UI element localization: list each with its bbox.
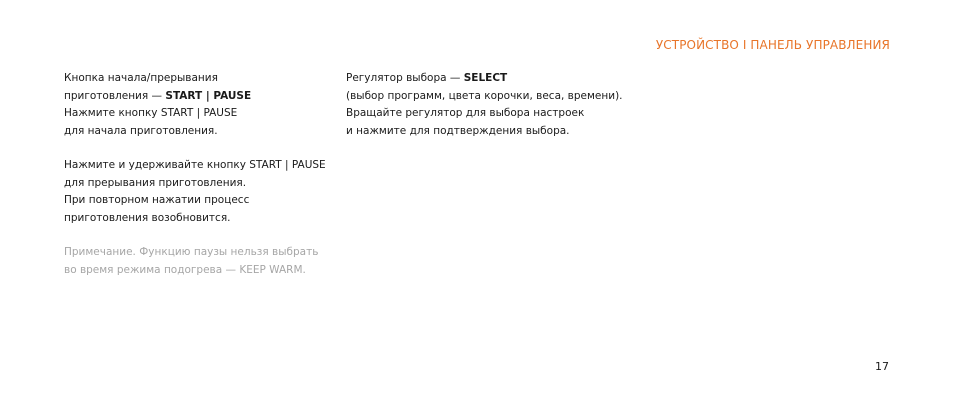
text-prefix: приготовления — bbox=[64, 89, 166, 102]
text-line bbox=[64, 88, 326, 106]
text-line: Нажмите и удерживайте кнопку START | PAUSE bbox=[64, 159, 326, 171]
note-block bbox=[64, 244, 326, 279]
text-line: (выбор программ, цвета корочки, веса, времени). bbox=[346, 89, 623, 102]
text-line: Нажмите кнопку START | PAUSE bbox=[64, 107, 238, 119]
pause-instructions bbox=[64, 157, 326, 227]
select-description bbox=[346, 70, 623, 140]
page-number: 17 bbox=[875, 360, 889, 373]
section-title: УСТРОЙСТВО I ПАНЕЛЬ УПРАВЛЕНИЯ bbox=[655, 38, 890, 52]
text-line: Кнопка начала/прерывания bbox=[64, 72, 218, 84]
select-label: SELECT bbox=[463, 72, 508, 84]
text-line: приготовления возобновится. bbox=[64, 211, 231, 224]
left-column bbox=[64, 70, 326, 279]
text-prefix: Регулятор выбора — bbox=[346, 72, 464, 84]
start-pause-label: START | PAUSE bbox=[165, 89, 252, 102]
text-line: и нажмите для подтверждения выбора. bbox=[346, 124, 570, 137]
text-line: Вращайте регулятор для выбора настроек bbox=[346, 107, 585, 119]
note-line: Примечание. Функцию паузы нельзя выбрать bbox=[64, 246, 319, 258]
note-line: во время режима подогрева — KEEP WARM. bbox=[64, 263, 306, 276]
text-line: При повторном нажатии процесс bbox=[64, 194, 250, 206]
text-line: для начала приготовления. bbox=[64, 124, 218, 137]
text-line bbox=[346, 70, 623, 88]
start-pause-description bbox=[64, 70, 326, 140]
right-column bbox=[346, 70, 623, 140]
text-line: для прерывания приготовления. bbox=[64, 176, 247, 189]
